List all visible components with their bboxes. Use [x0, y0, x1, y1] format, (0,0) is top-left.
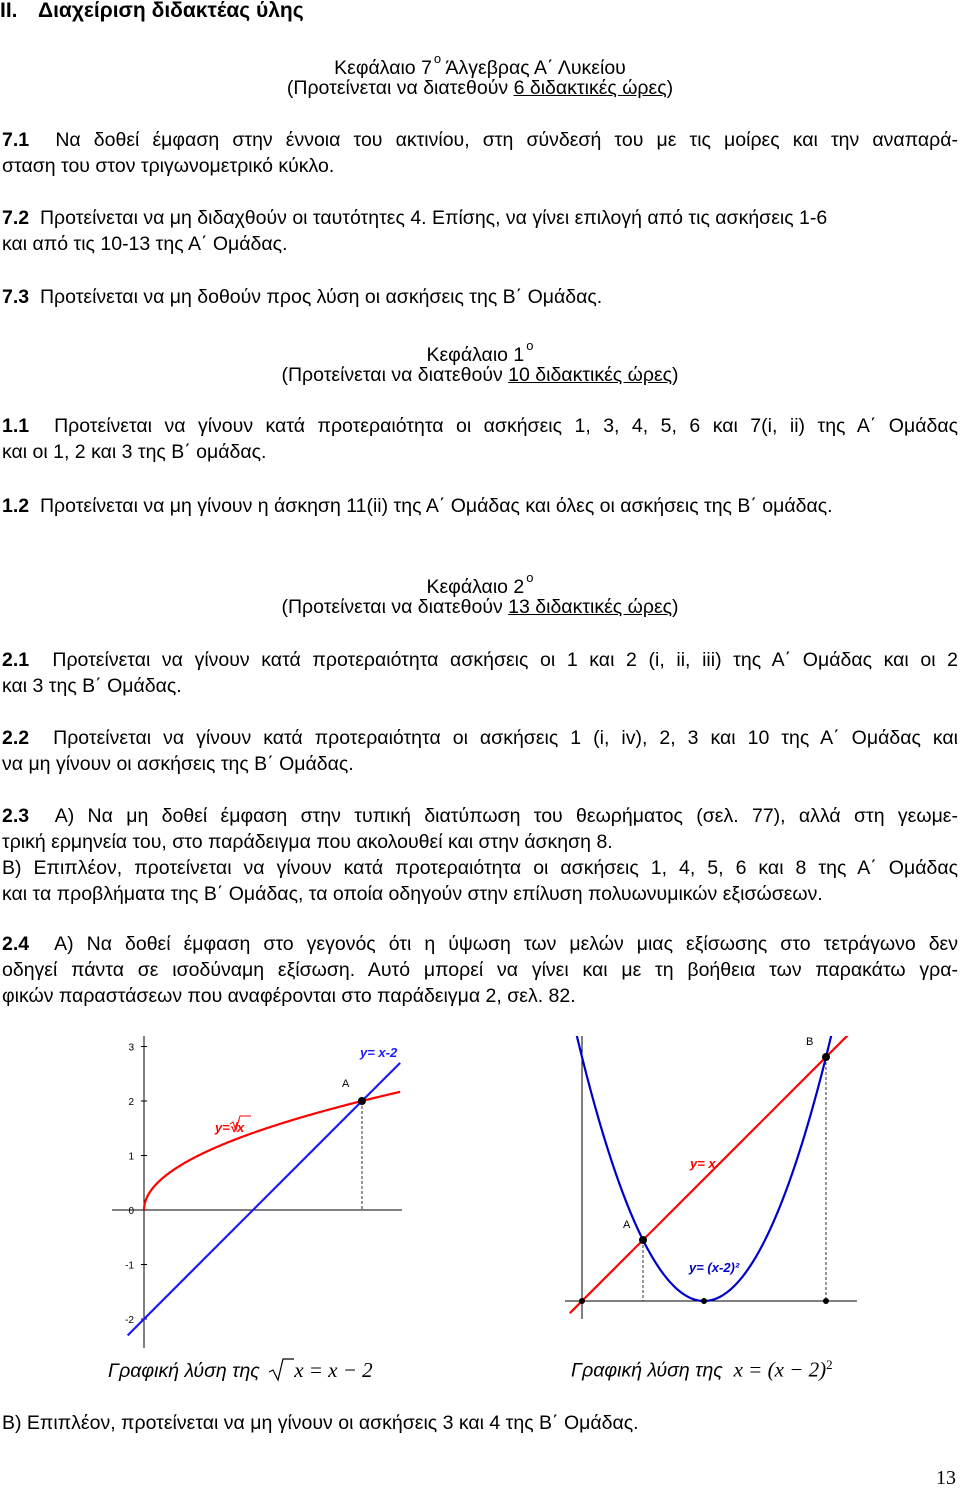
hours-suffix: )	[672, 364, 679, 386]
paragraph-line: και τα προβλήματα της Β΄ Ομάδας, τα οποία οδηγούν στην επίλυση πολυωνυμικών εξισώσεων.	[2, 883, 823, 905]
superscript: ο	[433, 51, 442, 66]
paragraph-number: 2.3	[2, 805, 30, 827]
chapter-title-text: Κεφάλαιο 7	[334, 57, 432, 79]
caption-right	[571, 1357, 833, 1383]
point-label: A	[342, 1078, 350, 1090]
paragraph-2-3-line2	[2, 829, 958, 855]
superscript: ο	[526, 338, 534, 353]
paragraph-number: 7.2	[2, 207, 30, 229]
section-number: II.	[0, 0, 18, 22]
chapter-title-text: Κεφάλαιο 1	[426, 344, 525, 366]
caption-formula: x = x − 2	[294, 1358, 373, 1382]
point-label: B	[806, 1036, 814, 1048]
paragraph-number: 2.4	[2, 933, 30, 955]
paragraph-2-3-line4	[2, 881, 958, 907]
series-label-sqrt-text: y=√x	[215, 1120, 245, 1135]
y-tick-label: 2	[128, 1097, 134, 1108]
paragraph-line: Β) Επιπλέον, προτείνεται να μη γίνουν οι ασκήσεις 3 και 4 της Β΄ Ομάδας.	[2, 1412, 639, 1434]
paragraph-line: Προτείνεται να γίνουν κατά προτεραιότητα οι ασκήσεις 1 (i, iv), 2, 3 και 10 της Α΄ Ομάδας και	[53, 727, 958, 749]
sqrt-sign-icon	[268, 1357, 294, 1383]
y-tick-label: 3	[128, 1042, 134, 1054]
chart-1-points	[342, 1078, 366, 1210]
chart-1-axes	[112, 1036, 402, 1348]
paragraph-number: 7.3	[2, 286, 30, 308]
section-title: Διαχείριση διδακτέας ύλης	[38, 0, 304, 22]
point-label: A	[623, 1219, 631, 1231]
caption-text: Γραφική λύση της	[571, 1359, 723, 1382]
paragraph-line: Α) Να μη δοθεί έμφαση στην τυπική διατύπωση του θεωρήματος (σελ. 77), αλλά στη γεωμε-	[54, 805, 958, 827]
chapter-1-title	[0, 338, 960, 367]
paragraph-2-3-line3	[2, 855, 958, 881]
hours-suffix: )	[666, 77, 674, 99]
hours-underlined: 10 διδακτικές ώρες	[508, 364, 673, 386]
chart-2-axes	[565, 1036, 857, 1319]
paragraph-number: 2.1	[2, 649, 30, 671]
paragraph-7-2	[2, 205, 958, 257]
chapter-2-title	[0, 570, 960, 599]
paragraph-line: Προτείνεται να μη διδαχθούν οι ταυτότητες 4. Επίσης, να γίνει επιλογή από τις ασκήσεις 1-6	[39, 207, 828, 229]
paragraph-2-4-line2	[2, 957, 958, 983]
caption-formula: x = (x − 2)	[733, 1357, 827, 1382]
page-number: 13	[936, 1467, 956, 1489]
paragraph-2-4	[2, 931, 958, 957]
axis-point-marker	[823, 1298, 829, 1304]
paragraph-line: Β) Επιπλέον, προτείνεται να γίνουν κατά προτεραιότητα οι ασκήσεις 1, 4, 5, 6 και 8 της Α΄ Ομάδας	[2, 857, 958, 879]
paragraph-line: και οι 1, 2 και 3 της Β΄ ομάδας.	[2, 441, 267, 463]
paragraph-2-3	[2, 803, 958, 829]
paragraph-line: και 3 της Β΄ Ομάδας.	[2, 675, 182, 697]
hours-underlined: 6 διδακτικές ώρες	[513, 77, 667, 99]
y-tick-label: 0	[128, 1206, 134, 1217]
paragraph-7-1-cont	[2, 153, 958, 179]
paragraph-line: Προτείνεται να μη γίνουν η άσκηση 11(ii) της Α΄ Ομάδας και όλες οι ασκήσεις της Β΄ ομάδας.	[39, 495, 833, 517]
paragraph-line: σταση του στον τριγωνομετρικό κύκλο.	[2, 155, 335, 177]
paragraph-line: να μη γίνουν οι ασκήσεις της Β΄ Ομάδας.	[2, 753, 354, 775]
paragraph-1-2	[2, 493, 958, 519]
paragraph-number: 1.1	[2, 415, 30, 437]
chapter-title-text: Κεφάλαιο 2	[426, 576, 525, 598]
point-marker	[358, 1097, 366, 1105]
paragraph-number: 1.2	[2, 495, 30, 517]
paragraph-line: Να δοθεί έμφαση στην έννοια του ακτινίου, στη σύνδεσή του με τις μοίρες και την αναπαρά-	[55, 129, 958, 151]
point-marker	[822, 1053, 830, 1061]
caption-exponent: 2	[826, 1357, 833, 1372]
y-tick-label: -2	[125, 1315, 134, 1326]
superscript: ο	[526, 570, 534, 585]
paragraph-2-2-cont	[2, 751, 958, 777]
paragraph-line: Προτείνεται να μη δοθούν προς λύση οι ασκήσεις της Β΄ Ομάδας.	[39, 286, 603, 308]
y-tick-label: 1	[128, 1151, 134, 1163]
hours-underlined: 13 διδακτικές ώρες	[508, 596, 673, 618]
paragraph-line: Α) Να δοθεί έμφαση στο γεγονός ότι η ύψωση των μελών μιας εξίσωσης στο τετράγωνο δεν	[54, 933, 959, 955]
paragraph-line: οδηγεί πάντα σε ισοδύναμη εξίσωση. Αυτό μπορεί να γίνει και με τη βοήθεια των παρακάτω γρα-	[2, 959, 958, 981]
paragraph-2-1	[2, 647, 958, 673]
paragraph-7-1	[2, 127, 958, 153]
y-tick-label: -1	[125, 1260, 134, 1272]
chapter-7-hours	[0, 77, 960, 100]
paragraph-line: τρική ερμηνεία του, στο παράδειγμα που ακολουθεί και στην άσκηση 8.	[2, 831, 613, 853]
caption-text: Γραφική λύση της	[108, 1360, 260, 1382]
paragraph-line: Προτείνεται να γίνουν κατά προτεραιότητα οι ασκήσεις 1, 3, 4, 5, 6 και 7(i, ii) της Α΄ Ομάδας	[54, 415, 959, 437]
series-label-sqrt	[214, 1116, 251, 1135]
axis-point-marker	[579, 1298, 585, 1304]
paragraph-1-1	[2, 413, 958, 439]
hours-suffix: )	[672, 596, 679, 618]
series-label-parabola: y= (x-2)²	[689, 1260, 740, 1275]
chart-parabola	[565, 1036, 857, 1319]
chapter-1-hours	[0, 364, 960, 387]
paragraph-1-1-cont	[2, 439, 958, 465]
hours-prefix: (Προτείνεται να διατεθούν	[286, 77, 514, 99]
chapter-7-title	[0, 51, 960, 80]
series-label-line: y= x	[690, 1156, 716, 1171]
paragraph-number: 7.1	[2, 129, 30, 151]
caption-left	[108, 1357, 373, 1383]
paragraph-line: Προτείνεται να γίνουν κατά προτεραιότητα ασκήσεις οι 1 και 2 (i, ii, iii) της Α΄ Ομάδας και οι 2	[52, 649, 958, 671]
chart-sqrt-x	[112, 1036, 402, 1348]
chapter-2-hours	[0, 596, 960, 619]
chapter-title-suffix: Άλγεβρας Α΄ Λυκείου	[441, 57, 626, 79]
final-paragraph	[2, 1410, 958, 1436]
section-heading	[0, 0, 304, 23]
paragraph-7-3	[2, 284, 958, 310]
paragraph-number: 2.2	[2, 727, 30, 749]
paragraph-2-1-cont	[2, 673, 958, 699]
point-marker	[639, 1236, 647, 1244]
axis-point-marker	[701, 1298, 707, 1304]
hours-prefix: (Προτείνεται να διατεθούν	[281, 364, 509, 386]
paragraph-2-2	[2, 725, 958, 751]
series-label-line: y= x-2	[360, 1045, 398, 1060]
paragraph-line: και από τις 10-13 της Α΄ Ομάδας.	[2, 233, 288, 255]
paragraph-2-4-line3	[2, 983, 958, 1009]
paragraph-line: φικών παραστάσεων που αναφέρονται στο παράδειγμα 2, σελ. 82.	[2, 985, 576, 1007]
hours-prefix: (Προτείνεται να διατεθούν	[281, 596, 509, 618]
